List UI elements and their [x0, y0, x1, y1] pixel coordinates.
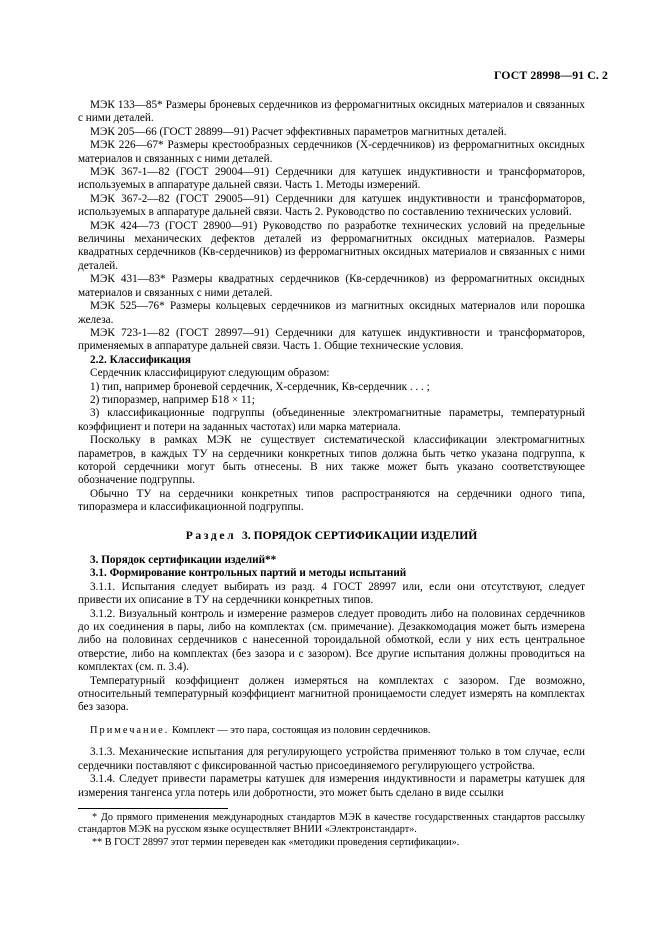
page-header: ГОСТ 28998—91 С. 2 — [493, 68, 608, 82]
clause-3-1-1: 3.1.1. Испытания следует выбирать из разд. 4 ГОСТ 28997 или, если они отсутствуют, следует привести их описание в ТУ на сердечники конкретных типов. — [78, 580, 585, 607]
ref-iec-525: МЭК 525—76* Размеры кольцевых сердечников из магнитных оксидных материалов или порошка железа. — [78, 300, 585, 326]
classification-item-size: 2) типоразмер, например Б18 × 11; — [90, 393, 255, 406]
footnotes — [78, 812, 585, 849]
note-text: Комплект — это пара, состоящая из половин сердечников. — [171, 724, 431, 736]
sec3-1-heading: 3.1. Формирование контрольных партий и методы испытаний — [90, 567, 407, 580]
footnote-1: * До прямого применения международных стандартов МЭК в качестве государственных стандартов рассылку стандартов МЭК на русском языке осуществляет ВНИИ «Электронстандарт». — [78, 812, 585, 836]
note-label: Примечание. — [90, 724, 170, 736]
ref-iec-205: МЭК 205—66 (ГОСТ 28899—91) Расчет эффективных параметров магнитных деталей. — [90, 125, 507, 138]
section-title — [78, 529, 585, 542]
clause-3-1-2: 3.1.2. Визуальный контроль и измерение размеров следует проводить либо на половинах сердечников до их соединения в пары, либо на комплектах (см. примечание). Дезаккомодация может быть измерена либо на половинах сердечников с нанесенной тороидальной обмоткой, если у них есть центральное отверстие, либо на комплектах (без зазора и с зазором). Все другие испытания должны проводиться на комплектах (см. п. 3.4). — [78, 607, 585, 674]
clause-3-1-3: 3.1.3. Механические испытания для регулирующего устройства применяют только в том случае, если сердечники поставляют с фиксированной частью присоединяемого регулирующего устройства. — [78, 746, 585, 772]
section-label: Раздел — [185, 528, 237, 542]
ref-iec-723-1: МЭК 723-1—82 (ГОСТ 28997—91) Сердечники для катушек индуктивности и трансформаторов, применяемых в аппаратуре дальней связи. Часть 1. Общие технические условия. — [78, 326, 585, 353]
ref-iec-424: МЭК 424—73 (ГОСТ 28900—91) Руководство по разработке технических условий на предельные величины механических дефектов деталей из ферромагнитных оксидных материалов. Размеры квадратных сердечников (Кв-сердечников) из ферромагнитных оксидных материалов и связанных с ними деталей. — [78, 219, 585, 272]
clause-3-1-4: 3.1.4. Следует привести параметры катушек для измерения индуктивности и параметры катушек для измерения тангенса угла потерь или добротности, это может быть сделано в виде ссылки — [78, 773, 585, 799]
classification-intro: Сердечник классифицируют следующим образом: — [90, 367, 330, 380]
ref-iec-133: МЭК 133—85* Размеры броневых сердечников из ферромагнитных оксидных материалов и связанных с ними деталей. — [78, 99, 585, 125]
ref-iec-226: МЭК 226—67* Размеры крестообразных сердечников (X-сердечников) из ферромагнитных оксидных материалов и связанных с ними деталей. — [78, 139, 585, 165]
sec3-heading: 3. Порядок сертификации изделий** — [90, 554, 277, 566]
ref-iec-367-1: МЭК 367-1—82 (ГОСТ 29004—91) Сердечники для катушек индуктивности и трансформаторов, используемых в аппаратуре дальней связи. Часть 1. Методы измерений. — [78, 166, 585, 192]
classification-paragraph-1: Поскольку в рамках МЭК не существует систематической классификации электромагнитных параметров, в каждых ТУ на сердечники конкретных типов должна быть четко указана подгруппа, к которой сердечники могут быть отнесены. В них также может быть указано соответствующее обозначение подгруппы. — [78, 434, 585, 487]
ref-iec-367-2: МЭК 367-2—82 (ГОСТ 29005—91) Сердечники для катушек индуктивности и трансформаторов, используемых в аппаратуре дальней связи. Часть 2. Руководство по составлению технических условий. — [78, 192, 585, 219]
classification-heading: 2.2. Классификация — [90, 353, 191, 366]
temperature-coefficient-paragraph: Температурный коэффициент должен измеряться на комплектах с зазором. Где возможно, относительный температурный коэффициент магнитной проницаемости следует измерять на комплектах без зазора. — [78, 674, 585, 714]
classification-item-type: 1) тип, например броневой сердечник, X-сердечник, Кв-сердечник . . . ; — [90, 380, 430, 393]
classification-item-subgroups: 3) классификационные подгруппы (объединенные электромагнитные параметры, температурный коэффициент и потери на заданных частотах) или марка материала. — [78, 407, 585, 433]
footnote-2: ** В ГОСТ 28997 этот термин переведен как «методики проведения сертификации». — [92, 836, 460, 848]
classification-paragraph-2: Обычно ТУ на сердечники конкретных типов распространяются на сердечники одного типа, типоразмера и классификационной подгруппы. — [78, 487, 585, 514]
note — [78, 724, 585, 737]
ref-iec-431: МЭК 431—83* Размеры квадратных сердечников (Кв-сердечников) из ферромагнитных оксидных материалов и связанных с ними деталей. — [78, 273, 585, 299]
section-heading: 3. ПОРЯДОК СЕРТИФИКАЦИИ ИЗДЕЛИЙ — [241, 528, 478, 542]
page-body — [78, 99, 585, 800]
footnote-divider — [78, 808, 228, 809]
